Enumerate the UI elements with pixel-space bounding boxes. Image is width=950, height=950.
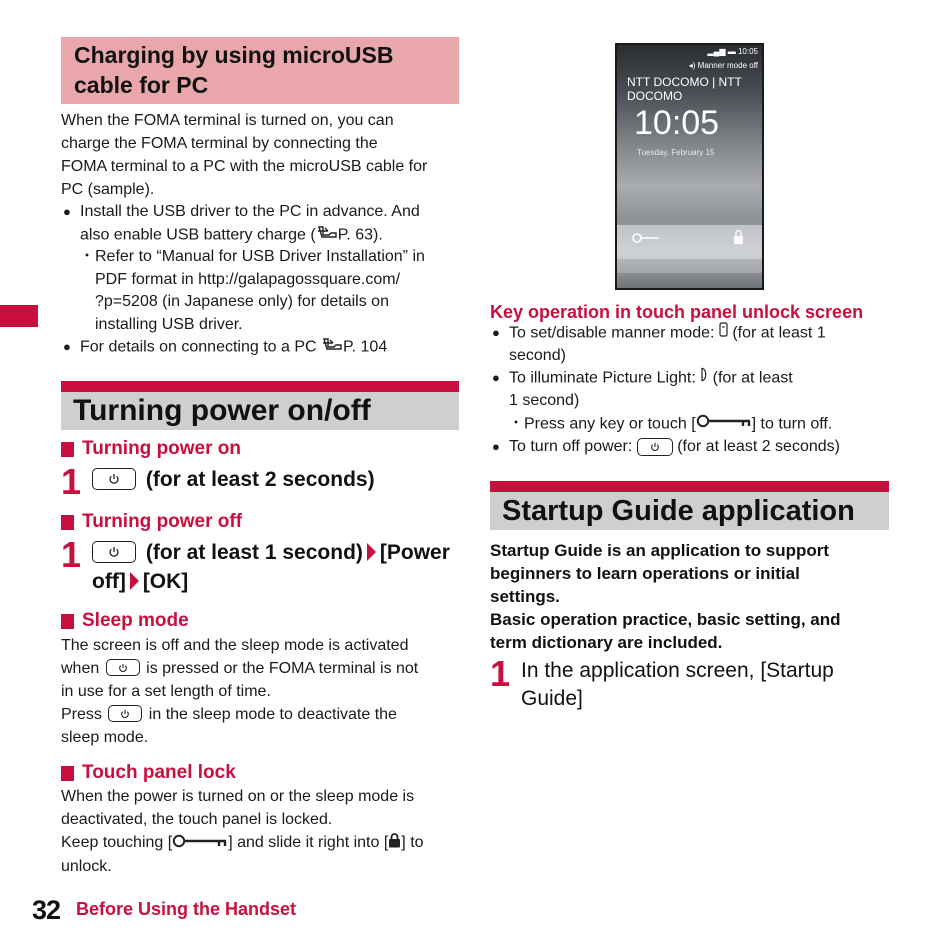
- power-section: [61, 381, 459, 430]
- phone-carrier: NTT DOCOMO | NTT DOCOMO: [627, 75, 742, 103]
- key-op-sub-note: ・ Press any key or touch [ ] to turn off.: [490, 413, 890, 436]
- square-marker-icon: [61, 766, 74, 781]
- power-key-icon: [92, 468, 136, 490]
- power-title: Turning power on/off: [61, 392, 459, 430]
- key-operation-heading: Key operation in touch panel unlock screen: [490, 302, 864, 322]
- key-op-power-off: ● To turn off power: (for at least 2 seconds): [490, 436, 890, 459]
- bullet-icon: ●: [492, 370, 500, 386]
- power-key-icon: [637, 438, 673, 456]
- bullet-icon: ●: [492, 325, 500, 340]
- bullet-icon: ●: [63, 204, 71, 219]
- section-band: [490, 481, 889, 492]
- power-on-step: 1 (for at least 2 seconds): [61, 461, 375, 503]
- page-number: 32: [32, 895, 61, 925]
- phone-clock: 10:05: [634, 104, 720, 142]
- side-key-icon: [700, 367, 708, 390]
- sleep-mode-heading: Sleep mode: [61, 609, 459, 633]
- key-slider-icon: [696, 413, 752, 436]
- power-off-step: 1 (for at least 1 second) [Power off] [OK]: [61, 534, 450, 594]
- reference-icon: [316, 224, 338, 247]
- section-band: [61, 381, 459, 392]
- power-on-heading: Turning power on: [61, 437, 459, 461]
- arrow-right-icon: [367, 543, 376, 561]
- charging-intro: When the FOMA terminal is turned on, you can charge the FOMA terminal by connecting the FOMA terminal to a PC with the microUSB cable for PC (sample).: [61, 112, 428, 198]
- left-column: [61, 37, 459, 878]
- side-key-icon: [719, 322, 728, 345]
- key-op-picture-light: ● To illuminate Picture Light: (for at least 1 second): [490, 367, 890, 412]
- power-key-icon: [108, 705, 142, 722]
- bullet-icon: ●: [63, 339, 71, 355]
- signal-icon: ▂▄▆: [707, 47, 726, 56]
- square-marker-icon: [61, 515, 74, 530]
- square-marker-icon: [61, 614, 74, 629]
- chapter-tab: [0, 305, 38, 327]
- lock-icon: [388, 832, 401, 855]
- startup-description: Startup Guide is an application to support beginners to learn operations or initial settings. Basic operation practice, basic setting, and term dictionary are included.: [490, 541, 841, 652]
- power-key-icon: [106, 659, 140, 676]
- bullet-icon: ●: [492, 438, 500, 454]
- charging-sub-notes: [61, 246, 459, 336]
- key-op-manner: ● To set/disable manner mode: (for at least 1 second): [490, 322, 890, 367]
- phone-unlock-screen-image: ▂▄▆ ▬ 10:05 ◂) Manner mode off NTT DOCOMO | NTT DOCOMO 10:05 Tuesday, February 15: [615, 43, 764, 290]
- footer-chapter-label: Before Using the Handset: [76, 899, 297, 919]
- startup-section: [490, 481, 889, 530]
- sleep-mode-text: The screen is off and the sleep mode is activated when is pressed or the FOMA terminal is not in use for a set length of time. Press in the sleep mode to deactivate the sleep mode.: [61, 637, 419, 747]
- touch-panel-lock-text: When the power is turned on or the sleep mode is deactivated, the touch panel is locked. Keep touching [ ] and slide it right into [ ] to unlock.: [61, 788, 424, 875]
- reference-icon: [321, 336, 343, 359]
- startup-title: Startup Guide application: [490, 492, 889, 530]
- phone-status-bar: ▂▄▆ ▬ 10:05: [707, 47, 758, 56]
- key-slider-icon: [172, 832, 228, 855]
- power-off-heading: Turning power off: [61, 510, 459, 534]
- power-key-icon: [92, 541, 136, 563]
- unlock-slider-bar: [617, 225, 762, 259]
- touch-panel-lock-heading: Touch panel lock: [61, 761, 459, 785]
- charging-bullet-connect: ● For details on connecting to a PC P. 104: [61, 336, 459, 359]
- startup-step: 1 In the application screen, [Startup Guide]: [490, 653, 834, 710]
- key-operation-list: [490, 322, 890, 458]
- charging-bullet-driver: ● Install the USB driver to the PC in advance. And also enable USB battery charge ( P. 63).: [61, 201, 459, 246]
- phone-date: Tuesday, February 15: [637, 148, 715, 157]
- square-marker-icon: [61, 442, 74, 457]
- charging-heading: Charging by using microUSB cable for PC: [61, 37, 459, 104]
- arrow-right-icon: [130, 572, 139, 590]
- sub-note: ・ Refer to “Manual for USB Driver Installation” in PDF format in http://galapagossquare.com/ ?p=5208 (in Japanese only) for details on installing USB driver.: [79, 248, 425, 333]
- speaker-icon: ◂): [688, 61, 696, 70]
- battery-icon: ▬: [727, 47, 736, 56]
